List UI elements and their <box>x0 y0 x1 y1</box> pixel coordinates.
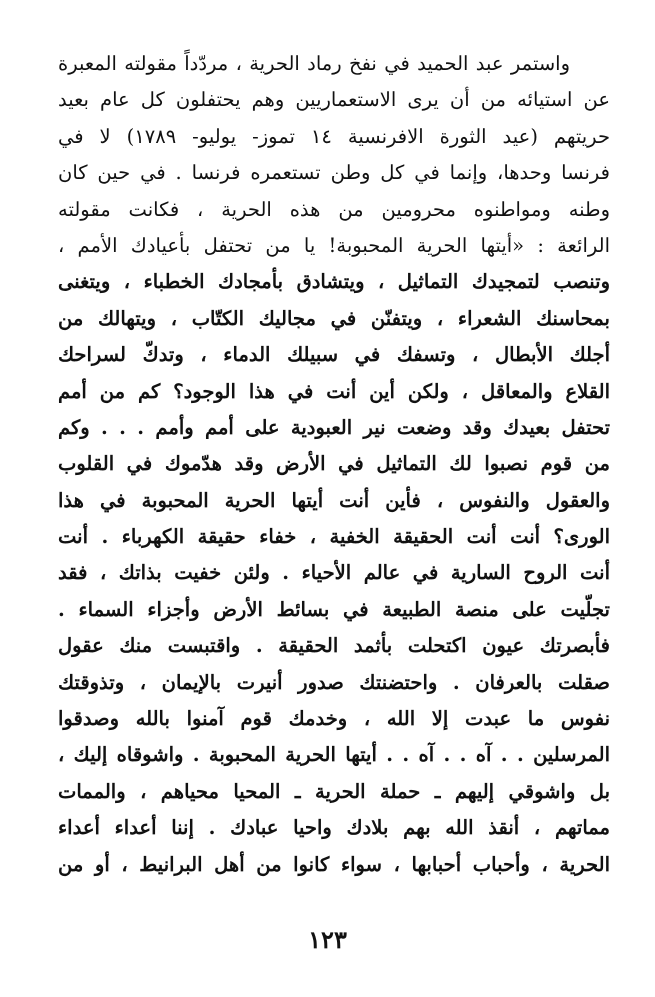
text-line-7: وتنصب لتمجيدك التماثيل ، ويتشادق بأمجادك الخطباء ، ويتغنى <box>58 270 610 294</box>
text-line-11: تحتفل بعيدك وقد وضعت نير العبودية على أمم وأمم . . . وكم <box>58 415 610 439</box>
text-line-20: المرسلين . . آه . . آه . . أيتها الحرية المحبوبة . واشوقاه إليك ، <box>58 743 610 767</box>
text-line-2: عن استيائه من أن يرى الاستعماريين وهم يحتفلون كل عام بعيد <box>58 88 610 112</box>
text-line-16: تجلّيت على منصة الطبيعة في بسائط الأرض وأجزاء السماء . <box>58 597 610 621</box>
text-line-13: والعقول والنفوس ، فأين أنت أيتها الحرية المحبوبة في هذا <box>58 488 610 512</box>
text-line-9: أجلك الأبطال ، وتسفك في سبيلك الدماء ، وتدكّ لسراحك <box>58 343 610 367</box>
text-line-18: صقلت بالعرفان . واحتضنتك صدور أنيرت بالإيمان ، وتذوقتك <box>58 670 610 694</box>
text-line-15: أنت الروح السارية في عالم الأحياء . ولئن خفيت بذاتك ، فقد <box>58 561 610 585</box>
text-line-10: القلاع والمعاقل ، ولكن أين أنت في هذا الوجود؟ كم من أمم <box>58 379 610 403</box>
text-line-12: من قوم نصبوا لك التماثيل في الأرض وقد هدّموك في القلوب <box>58 452 610 476</box>
text-line-23: الحرية ، وأحباب أحبابها ، سواء كانوا من أهل البرانيط ، أو من <box>58 852 610 876</box>
text-line-14: الورى؟ أنت أنت الحقيقة الخفية ، خفاء حقيقة الكهرباء . أنت <box>58 525 610 549</box>
text-line-22: مماتهم ، أنقذ الله بهم بلادك واحيا عبادك . إننا أعداء أعداء <box>58 816 610 840</box>
page-number: ١٢٣ <box>308 925 347 954</box>
text-line-3: حريتهم (عيد الثورة الافرنسية ١٤ تموز- يوليو- ١٧٨٩) لا في <box>58 124 610 148</box>
text-line-6: الرائعة : «أيتها الحرية المحبوبة! يا من تحتفل بأعيادك الأمم ، <box>58 233 610 257</box>
text-line-17: فأبصرتك عيون اكتحلت بأثمد الحقيقة . واقتبست منك عقول <box>58 634 610 658</box>
text-line-21: بل واشوقي إليهم ـ حملة الحرية ـ المحيا محياهم ، والممات <box>58 779 610 803</box>
text-line-19: نفوس ما عبدت إلا الله ، وخدمك قوم آمنوا بالله وصدقوا <box>58 707 610 731</box>
body-text <box>58 46 610 883</box>
text-line-4: فرنسا وحدها، وإنما في كل وطن تستعمره فرنسا . في حين كان <box>58 161 610 185</box>
text-line-5: وطنه ومواطنوه محرومين من هذه الحرية ، فكانت مقولته <box>58 197 610 221</box>
text-line-8: بمحاسنك الشعراء ، ويتفنّن في مجاليك الكتّاب ، ويتهالك من <box>58 306 610 330</box>
text-line-1: واستمر عبد الحميد في نفخ رماد الحرية ، مردّداً مقولته المعبرة <box>58 52 570 75</box>
